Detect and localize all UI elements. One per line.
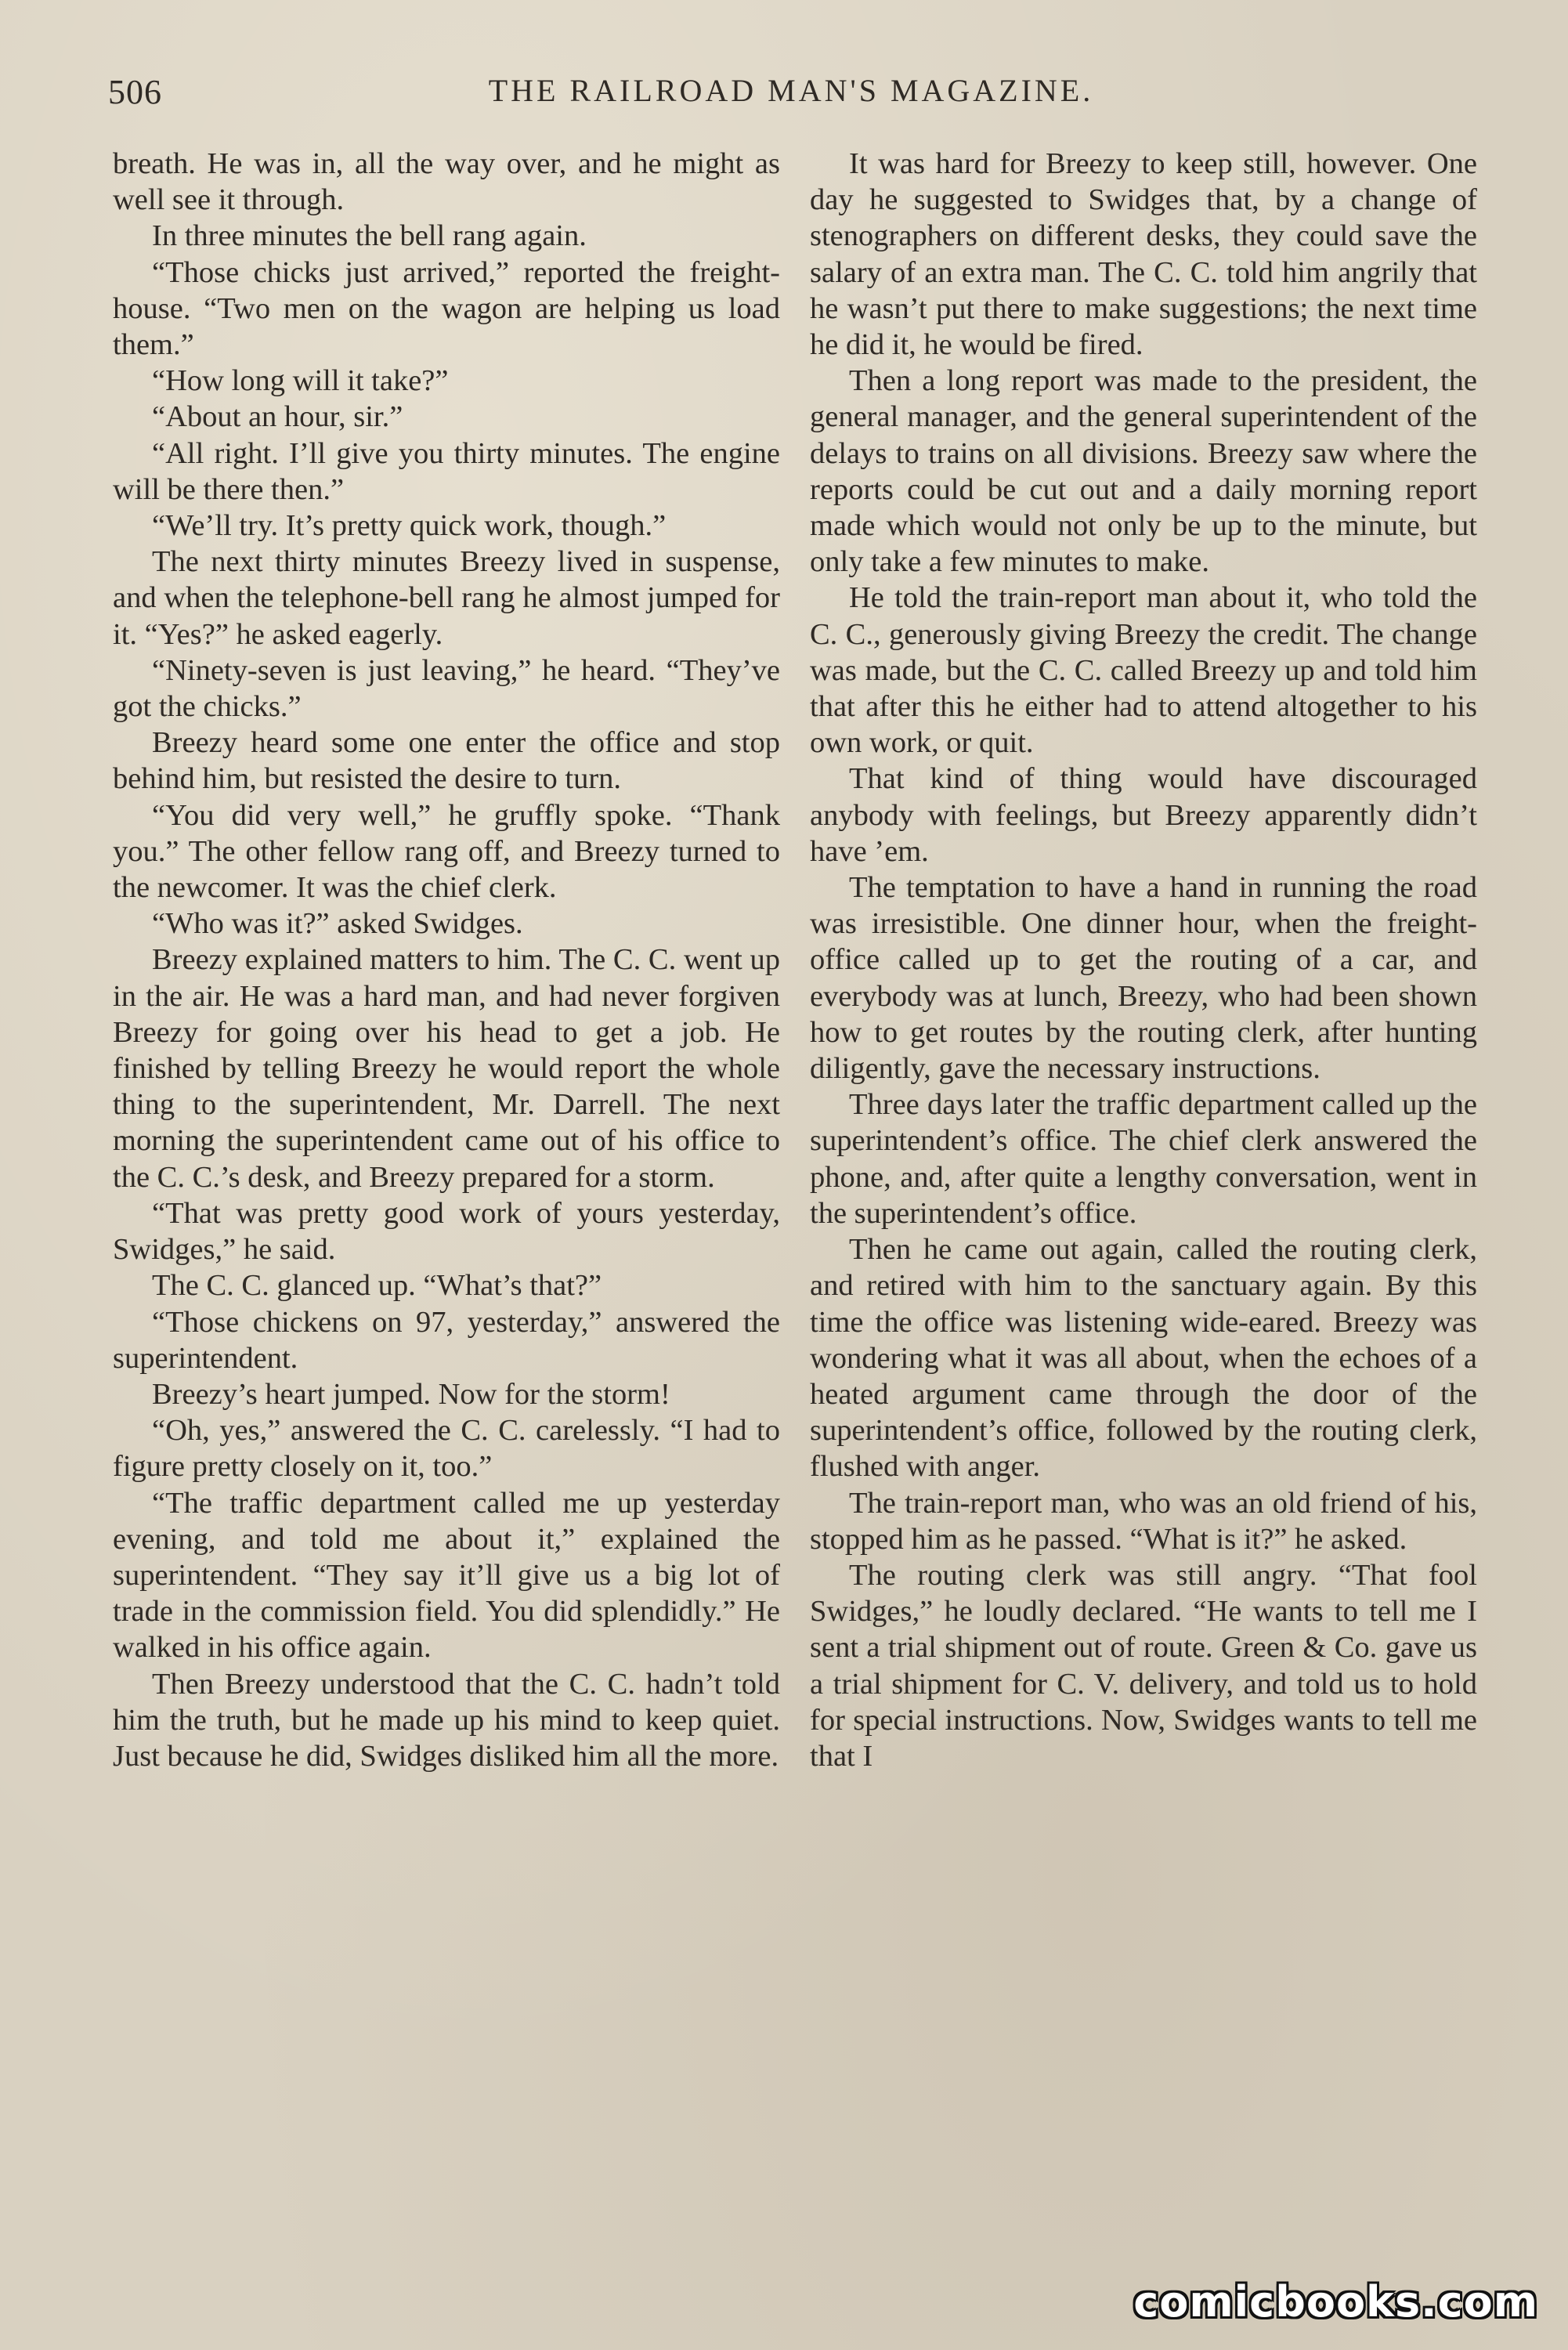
paragraph: Three days later the traffic department called up the superintendent’s office. The chief clerk answered the phone, and, after quite a lengthy conversation, went in the superintendent’s office. [810, 1088, 1477, 1230]
paragraph: “Ninety-seven is just leaving,” he heard. “They’ve got the chicks.” [113, 653, 780, 724]
paragraph: In three minutes the bell rang again. [152, 219, 587, 253]
paragraph: “Who was it?” asked Swidges. [152, 907, 523, 941]
paragraph: It was hard for Breezy to keep still, however. One day he suggested to Swidges that, by a change of stenographers on different desks, they could save the salary of an extra man. The C. C. told him angrily that he wasn’t put there to make suggestions; the next time he did it, he would be fired. [810, 147, 1477, 362]
paragraph: The next thirty minutes Breezy lived in suspense, and when the telephone-bell rang he almost jumped for it. “Yes?” he asked eagerly. [113, 545, 780, 651]
paragraph: Then Breezy understood that the C. C. hadn’t told him the truth, but he made up his mind to keep quiet. Just because he did, Swidges disliked him all the more. [113, 1667, 780, 1773]
paragraph: Breezy explained matters to him. The C. C. went up in the air. He was a hard man, and had never forgiven Breezy for going over his head to get a job. He finished by telling Breezy he would report the whole thing to the superintendent, Mr. Darrell. The next morning the superintendent came out of his office to the C. C.’s desk, and Breezy prepared for a storm. [113, 943, 780, 1194]
paragraph: That kind of thing would have discouraged anybody with feelings, but Breezy apparently didn’t have ’em. [810, 762, 1477, 868]
paragraph: He told the train-report man about it, who told the C. C., generously giving Breezy the credit. The change was made, but the C. C. called Breezy up and told him that after this he either had to attend altogether to his own work, or quit. [810, 581, 1477, 760]
paragraph: The C. C. glanced up. “What’s that?” [152, 1269, 602, 1303]
page-header [102, 69, 1480, 116]
paragraph: “You did very well,” he gruffly spoke. “Thank you.” The other fellow rang off, and Breezy turned to the newcomer. It was the chief clerk. [113, 798, 780, 905]
paragraph: The train-report man, who was an old friend of his, stopped him as he passed. “What is it?” he asked. [810, 1486, 1477, 1556]
paragraph: “How long will it take?” [152, 364, 449, 398]
paragraph: “The traffic department called me up yesterday evening, and told me about it,” explained the superintendent. “They say it’ll give us a big lot of trade in the commission field. You did splendidly.” He walked in his office again. [113, 1486, 780, 1665]
paragraph: “About an hour, sir.” [152, 400, 403, 434]
paragraph: breath. He was in, all the way over, and he might as well see it through. [113, 147, 780, 217]
paragraph: “Oh, yes,” answered the C. C. carelessly. “I had to figure pretty closely on it, too.” [113, 1414, 780, 1484]
paragraph: Breezy’s heart jumped. Now for the storm! [152, 1377, 670, 1411]
paragraph: “Those chickens on 97, yesterday,” answered the superintendent. [113, 1305, 780, 1375]
paragraph: “That was pretty good work of yours yesterday, Swidges,” he said. [113, 1196, 780, 1267]
paragraph: Then he came out again, called the routing clerk, and retired with him to the sanctuary again. By this time the office was listening wide-eared. Breezy was wondering what it was all about, when the echoes of a heated argument came through the door of the superintendent’s office, followed by the routing clerk, flushed with anger. [810, 1233, 1477, 1484]
paragraph: “All right. I’ll give you thirty minutes. The engine will be there then.” [113, 436, 780, 506]
paragraph: The routing clerk was still angry. “That fool Swidges,” he loudly declared. “He wants to tell me I sent a trial shipment out of route. Green & Co. gave us a trial shipment for C. V. delivery, and told us to hold for special instructions. Now, Swidges wants to tell me that I [810, 1558, 1477, 1773]
right-column [810, 146, 1477, 1774]
paragraph: Breezy heard some one enter the office and stop behind him, but resisted the desire to turn. [113, 726, 780, 796]
left-column [113, 146, 780, 1774]
paragraph: “Those chicks just arrived,” reported the freight-house. “Two men on the wagon are helping us load them.” [113, 255, 780, 362]
watermark-logo: comicbooks.com [1133, 2277, 1538, 2326]
paragraph: “We’ll try. It’s pretty quick work, though.” [152, 509, 667, 543]
paragraph: Then a long report was made to the president, the general manager, and the general superintendent of the delays to trains on all divisions. Breezy saw where the reports could be cut out and a daily morning report made which would not only be up to the minute, but only take a few minutes to make. [810, 364, 1477, 579]
paragraph: The temptation to have a hand in running the road was irresistible. One dinner hour, when the freight-office called up to get the routing of a car, and everybody was at lunch, Breezy, who had been shown how to get routes by the routing clerk, after hunting diligently, gave the necessary instructions. [810, 871, 1477, 1086]
page-number: 506 [108, 73, 162, 111]
running-title: THE RAILROAD MAN'S MAGAZINE. [488, 73, 1094, 108]
